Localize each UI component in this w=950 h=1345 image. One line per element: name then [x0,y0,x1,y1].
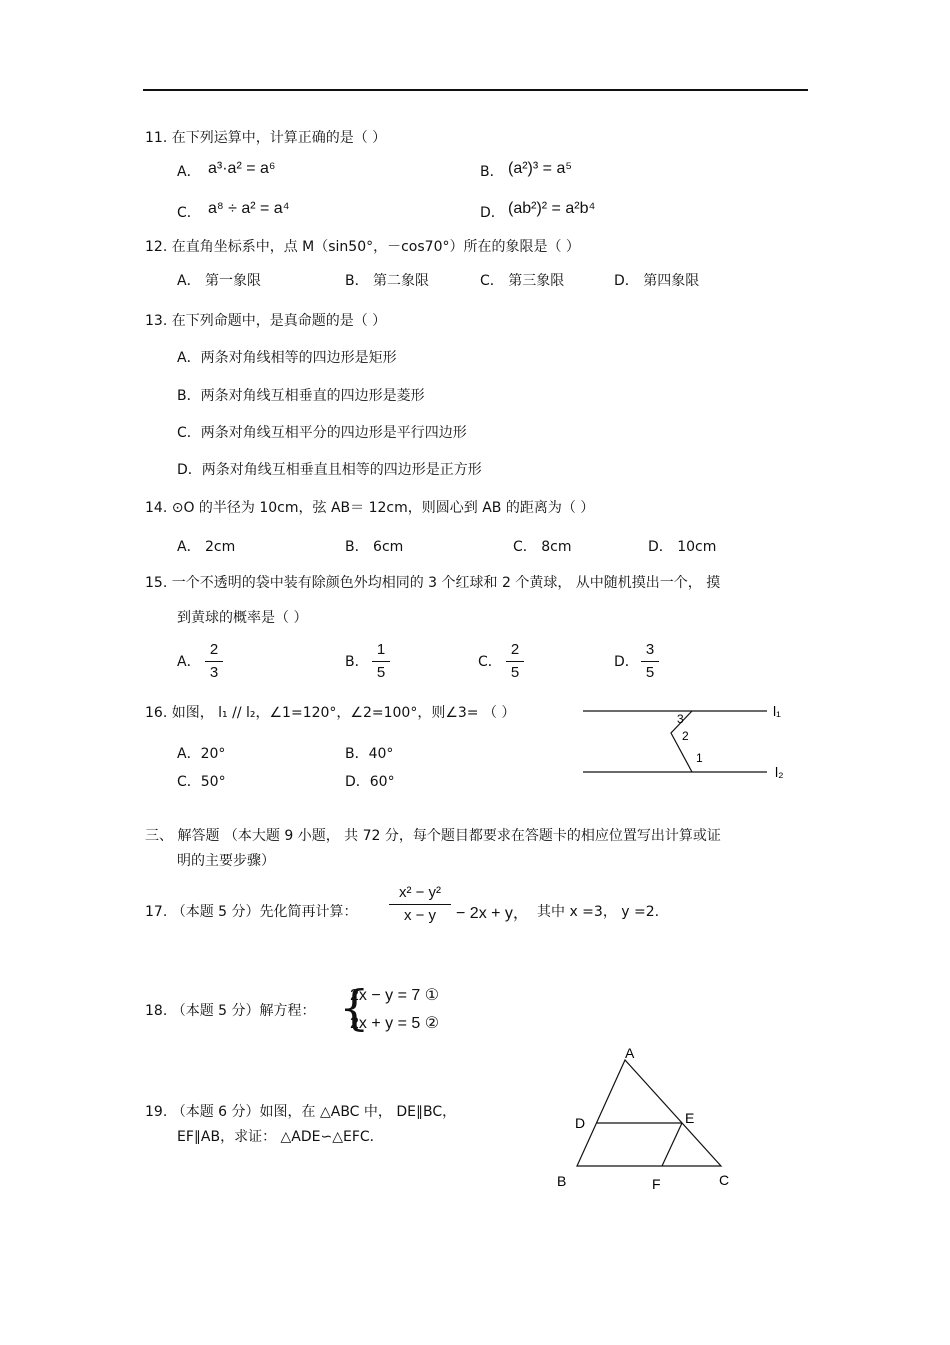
q17-fraction [389,884,451,925]
q17-prefix: 17. （本题 5 分）先化简再计算： [145,904,358,920]
fraction-bar [641,661,659,662]
q13-option-a[interactable]: A．两条对角线相等的四边形是矩形 [177,350,397,366]
q14-option-b[interactable]: B． 6cm [345,539,404,555]
label-c: C [719,1172,730,1188]
section3-line2: 明的主要步骤） [177,853,275,869]
label-l1: l₁ [773,703,781,719]
q13-option-b[interactable]: B．两条对角线互相垂直的四边形是菱形 [177,388,425,404]
q15-option-c-label[interactable]: C． [478,654,502,670]
q12-option-c[interactable]: C． 第三象限 [480,273,565,289]
segment-ef [662,1123,682,1166]
q16-option-b[interactable]: B．40° [345,746,394,762]
fraction-bar [506,661,524,662]
label-l2: l₂ [775,764,784,780]
q12-option-b[interactable]: B． 第二象限 [345,273,430,289]
q14-option-c[interactable]: C． 8cm [513,539,572,555]
q14-stem: 14. ⊙O 的半径为 10cm，弦 AB＝ 12cm，则圆心到 AB 的距离为（ ） [145,500,595,516]
q11-option-b-expr: (a²)³ = a⁵ [508,160,572,177]
q18-prefix: 18. （本题 5 分）解方程： [145,1003,316,1019]
q15-option-c-fraction [506,641,524,682]
label-d: D [575,1115,586,1131]
q13-stem: 13. 在下列命题中，是真命题的是（ ） [145,313,387,329]
q11-option-c-expr: a⁸ ÷ a² = a⁴ [208,200,290,217]
q14-option-a[interactable]: A． 2cm [177,539,236,555]
q15-option-a-label[interactable]: A． [177,654,201,670]
q15-a-den: 3 [209,664,219,681]
q12-option-a[interactable]: A． 第一象限 [177,273,262,289]
q16-option-a[interactable]: A．20° [177,746,226,762]
q16-stem: 16. 如图， l₁ // l₂，∠1=120°，∠2=100°，则∠3= （ ） [145,705,516,721]
q15-b-num: 1 [376,641,386,658]
brace-icon: { [339,980,370,1036]
q13-option-c[interactable]: C．两条对角线互相平分的四边形是平行四边形 [177,425,467,441]
label-angle-1: 1 [696,751,703,765]
q19-line1: 19. （本题 6 分）如图，在 △ABC 中， DE∥BC， [145,1104,457,1120]
label-f: F [652,1176,661,1192]
fraction-bar [372,661,390,662]
q18-equation-2: 2x + y = 5 ② [350,1015,440,1032]
label-e: E [685,1110,695,1126]
q17-numerator: x² − y² [398,884,442,901]
q15-option-b-fraction [372,641,390,682]
q16-option-c[interactable]: C．50° [177,774,226,790]
q15-option-d-fraction [641,641,659,682]
label-angle-3: 3 [677,712,684,726]
q15-stem-line2: 到黄球的概率是（ ） [177,610,308,626]
q12-stem: 12. 在直角坐标系中，点 M（sin50°，－cos70°）所在的象限是（ ） [145,239,580,255]
q11-option-d-label[interactable]: D． [480,205,505,221]
q17-condition: 其中 x =3， y =2. [537,904,660,920]
label-a: A [625,1045,635,1061]
q11-option-b-label[interactable]: B． [480,164,504,180]
q11-option-a-expr: a³·a² = a⁶ [208,160,276,177]
q15-c-den: 5 [510,664,520,681]
q18-equation-1: 2x − y = 7 ① [350,987,440,1004]
q11-stem: 11. 在下列运算中，计算正确的是（ ） [145,130,387,146]
q15-a-num: 2 [209,641,219,658]
q11-option-c-label[interactable]: C． [177,205,201,221]
q11-option-a-label[interactable]: A． [177,164,201,180]
header-rule [143,89,808,91]
fraction-bar [205,661,223,662]
q17-rest: − 2x + y， [456,905,529,922]
q15-d-den: 5 [645,664,655,681]
q11-option-d-expr: (ab²)² = a²b⁴ [508,200,596,217]
label-b: B [557,1173,567,1189]
q19-triangle-figure [545,1040,745,1200]
q17-denominator: x − y [403,907,437,924]
q12-option-d[interactable]: D． 第四象限 [614,273,700,289]
label-angle-2: 2 [682,729,689,743]
q15-option-a-fraction [205,641,223,682]
q15-d-num: 3 [645,641,655,658]
q15-b-den: 5 [376,664,386,681]
section3-line1: 三、 解答题 （本大题 9 小题， 共 72 分，每个题目都要求在答题卡的相应位置写出计算或证 [145,828,721,844]
q14-option-d[interactable]: D． 10cm [648,539,717,555]
q15-c-num: 2 [510,641,520,658]
q13-option-d[interactable]: D．两条对角线互相垂直且相等的四边形是正方形 [177,462,482,478]
q15-stem-line1: 15. 一个不透明的袋中装有除颜色外均相同的 3 个红球和 2 个黄球， 从中随机摸出一个， 摸 [145,575,721,591]
triangle-abc [577,1060,721,1166]
q19-line2: EF∥AB，求证： △ADE∽△EFC． [177,1129,384,1145]
q15-option-b-label[interactable]: B． [345,654,369,670]
q16-option-d[interactable]: D．60° [345,774,395,790]
q15-option-d-label[interactable]: D． [614,654,639,670]
fraction-bar [389,904,451,905]
q16-figure [575,695,805,790]
